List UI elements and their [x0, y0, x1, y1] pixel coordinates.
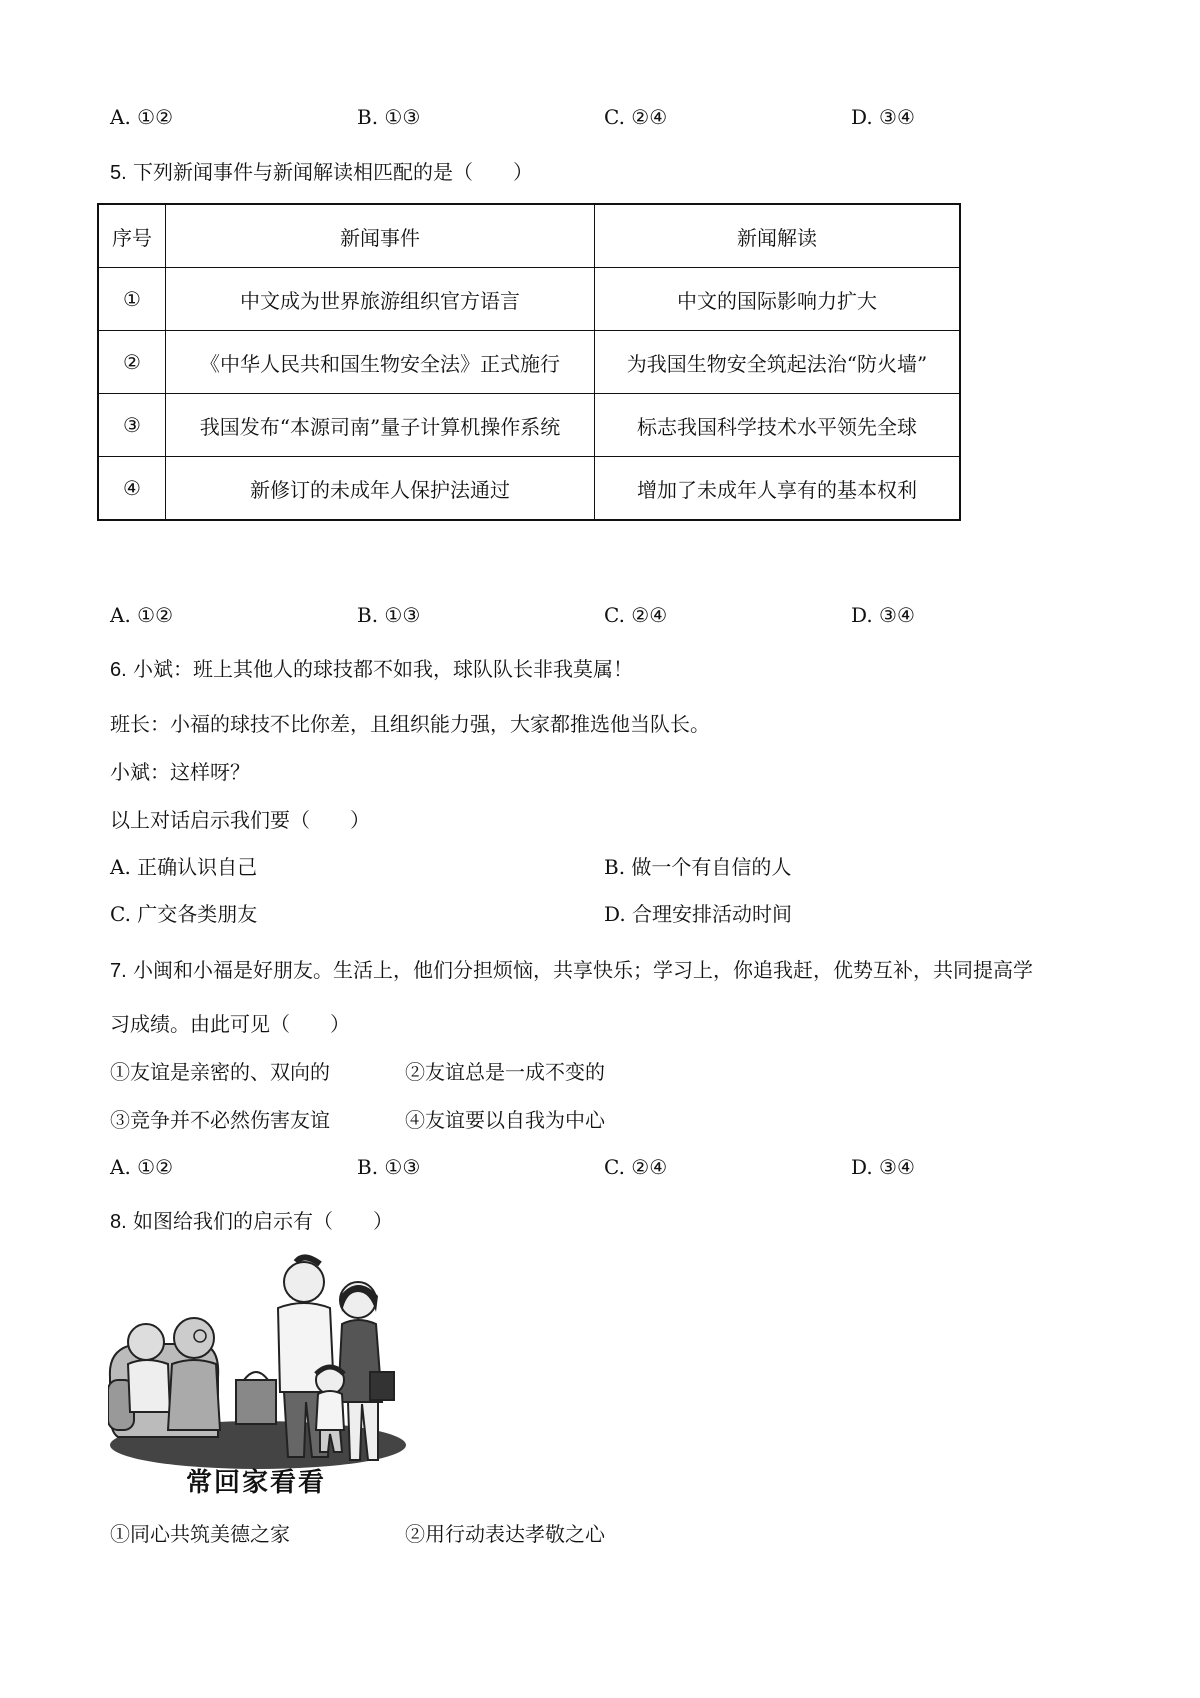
- row-index: ②: [98, 331, 166, 394]
- family-illustration-graphic: [108, 1252, 434, 1504]
- q7-statement-4: ④友谊要以自我为中心: [405, 1108, 605, 1132]
- row-event: 《中华人民共和国生物安全法》正式施行: [166, 331, 595, 394]
- q5-option-c[interactable]: C. ②④: [604, 603, 668, 627]
- q4-option-a[interactable]: A. ①②: [110, 105, 174, 129]
- q6-line-2: 班长：小福的球技不比你差，且组织能力强，大家都推选他当队长。: [110, 712, 710, 736]
- table-row: [98, 394, 960, 457]
- q7-option-d[interactable]: D. ③④: [851, 1155, 915, 1179]
- gift-bag: [236, 1380, 276, 1424]
- row-interpretation: 增加了未成年人享有的基本权利: [595, 457, 961, 521]
- q7-line-1: [110, 956, 1033, 985]
- q8-stem-line: [110, 1207, 393, 1236]
- q7-line-2: 习成绩。由此可见（ ）: [110, 1012, 350, 1036]
- row-interpretation: 为我国生物安全筑起法治“防火墙”: [595, 331, 961, 394]
- table-row: [98, 331, 960, 394]
- row-index: ④: [98, 457, 166, 521]
- q5-option-a[interactable]: A. ①②: [110, 603, 174, 627]
- q8-statement-2: ②用行动表达孝敬之心: [405, 1522, 605, 1546]
- illustration-caption: 常回家看看: [186, 1468, 327, 1498]
- table-row: [98, 457, 960, 521]
- grandmother-body: [168, 1360, 220, 1430]
- q7-statement-1: ①友谊是亲密的、双向的: [110, 1060, 330, 1084]
- q5-number: 5.: [110, 162, 127, 184]
- q7-text-1: 小闽和小福是好朋友。生活上，他们分担烦恼，共享快乐；学习上，你追我赶，优势互补，共同提高学: [133, 958, 1034, 982]
- row-event: 新修订的未成年人保护法通过: [166, 457, 595, 521]
- q5-option-d[interactable]: D. ③④: [851, 603, 915, 627]
- header-interpretation: 新闻解读: [595, 204, 961, 268]
- row-index: ①: [98, 268, 166, 331]
- family-visit-illustration: [108, 1252, 434, 1504]
- q8-number: 8.: [110, 1211, 127, 1233]
- q6-text-1: 小斌：班上其他人的球技都不如我，球队队长非我莫属！: [133, 657, 634, 681]
- q7-statement-3: ③竞争并不必然伤害友谊: [110, 1108, 330, 1132]
- q5-option-b[interactable]: B. ①③: [357, 603, 421, 627]
- q4-option-c[interactable]: C. ②④: [604, 105, 668, 129]
- child-body: [316, 1391, 344, 1430]
- q6-option-d[interactable]: D. 合理安排活动时间: [604, 902, 793, 926]
- news-table: [97, 203, 961, 521]
- q8-statement-1: ①同心共筑美德之家: [110, 1522, 290, 1546]
- q4-option-d[interactable]: D. ③④: [851, 105, 915, 129]
- grandfather-head: [128, 1324, 164, 1360]
- q8-stem: 如图给我们的启示有（ ）: [133, 1209, 394, 1233]
- row-event: 我国发布“本源司南”量子计算机操作系统: [166, 394, 595, 457]
- q6-number: 6.: [110, 659, 127, 681]
- q5-stem-line: [110, 158, 533, 187]
- q6-line-3: 小斌：这样呀？: [110, 760, 250, 784]
- q5-stem: 下列新闻事件与新闻解读相匹配的是（ ）: [133, 160, 534, 184]
- q6-line-4: 以上对话启示我们要（ ）: [110, 808, 370, 832]
- q6-line-1: [110, 655, 633, 684]
- row-event: 中文成为世界旅游组织官方语言: [166, 268, 595, 331]
- q4-option-b[interactable]: B. ①③: [357, 105, 421, 129]
- table-header-row: [98, 204, 960, 268]
- table-row: [98, 268, 960, 331]
- row-interpretation: 标志我国科学技术水平领先全球: [595, 394, 961, 457]
- row-index: ③: [98, 394, 166, 457]
- grandfather-body: [128, 1360, 170, 1412]
- header-index: 序号: [98, 204, 166, 268]
- q7-option-b[interactable]: B. ①③: [357, 1155, 421, 1179]
- father-head: [284, 1262, 324, 1302]
- q7-option-a[interactable]: A. ①②: [110, 1155, 174, 1179]
- q6-option-c[interactable]: C. 广交各类朋友: [110, 902, 258, 926]
- gift-bag-handle: [244, 1372, 268, 1380]
- q6-option-b[interactable]: B. 做一个有自信的人: [604, 855, 792, 879]
- header-event: 新闻事件: [166, 204, 595, 268]
- mother-handbag: [370, 1372, 394, 1400]
- q6-option-a[interactable]: A. 正确认识自己: [110, 855, 258, 879]
- q7-option-c[interactable]: C. ②④: [604, 1155, 668, 1179]
- row-interpretation: 中文的国际影响力扩大: [595, 268, 961, 331]
- q7-statement-2: ②友谊总是一成不变的: [405, 1060, 605, 1084]
- q7-number: 7.: [110, 960, 127, 982]
